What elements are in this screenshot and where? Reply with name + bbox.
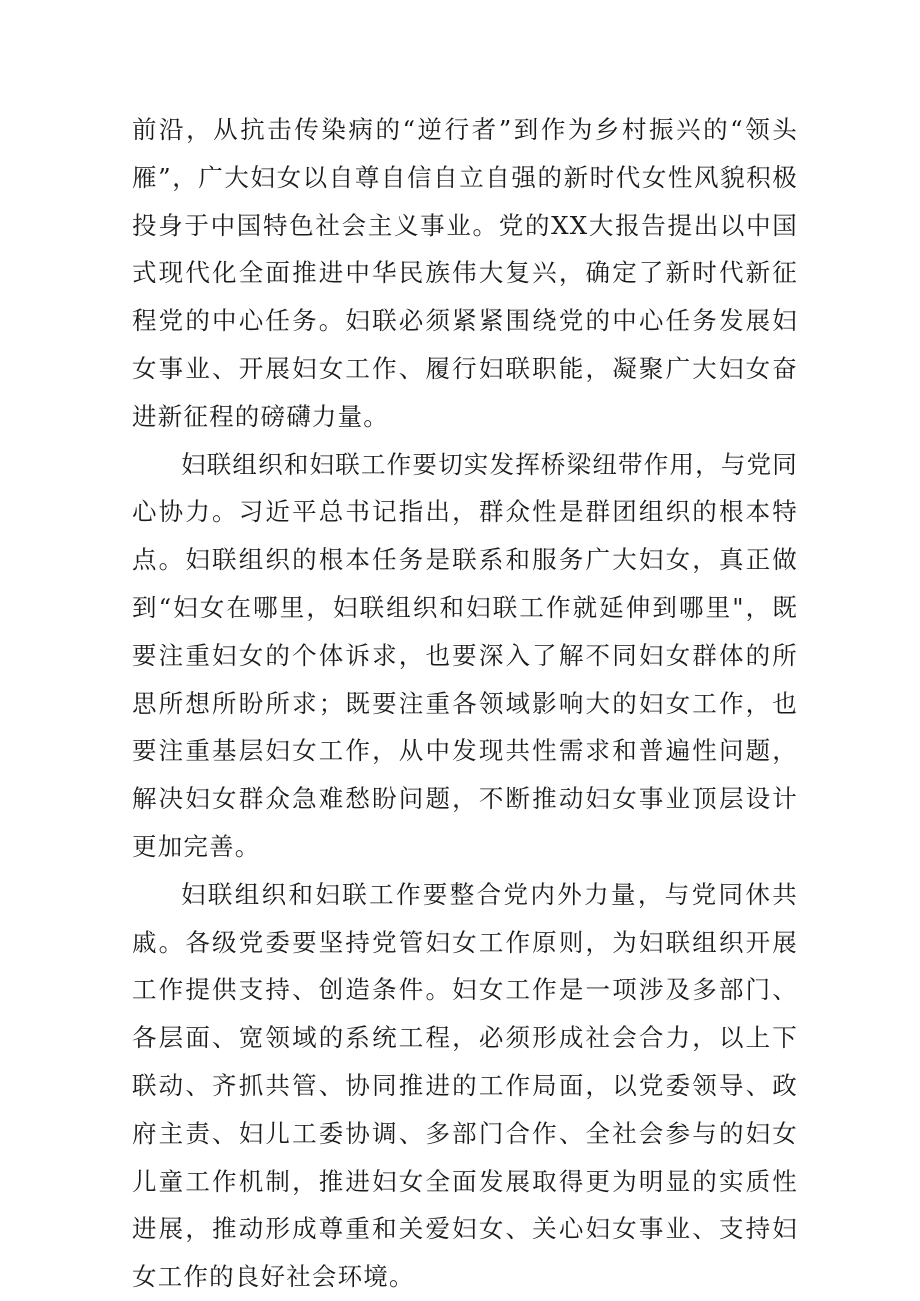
document-page bbox=[132, 106, 798, 1301]
paragraph-3: 妇联组织和妇联工作要整合党内外力量，与党同休共戚。各级党委要坚持党管妇女工作原则，为妇联组织开展工作提供支持、创造条件。妇女工作是一项涉及多部门、各层面、宽领域的系统工程，必须形成社会合力，以上下联动、齐抓共管、协同推进的工作局面，以党委领导、政府主责、妇儿工委协调、多部门合作、全社会参与的妇女儿童工作机制，推进妇女全面发展取得更为明显的实质性进展，推动形成尊重和关爱妇女、关心妇女事业、支持妇女工作的良好社会环境。 bbox=[132, 879, 798, 1292]
paragraph-2: 妇联组织和妇联工作要切实发挥桥梁纽带作用，与党同心协力。习近平总书记指出，群众性是群团组织的根本特点。妇联组织的根本任务是联系和服务广大妇女，真正做到“妇女在哪里，妇联组织和妇联工作就延伸到哪里"，既要注重妇女的个体诉求，也要深入了解不同妇女群体的所思所想所盼所求；既要注重各领域影响大的妇女工作，也要注重基层妇女工作，从中发现共性需求和普遍性问题，解决妇女群众急难愁盼问题，不断推动妇女事业顶层设计更加完善。 bbox=[132, 449, 798, 861]
paragraph-1: 前沿，从抗击传染病的“逆行者”到作为乡村振兴的“领头雁”，广大妇女以自尊自信自立自强的新时代女性风貌积极投身于中国特色社会主义事业。党的XX大报告提出以中国式现代化全面推进中华民族伟大复兴，确定了新时代新征程党的中心任务。妇联必须紧紧围绕党的中心任务发展妇女事业、开展妇女工作、履行妇联职能，凝聚广大妇女奋进新征程的磅礴力量。 bbox=[132, 115, 798, 431]
